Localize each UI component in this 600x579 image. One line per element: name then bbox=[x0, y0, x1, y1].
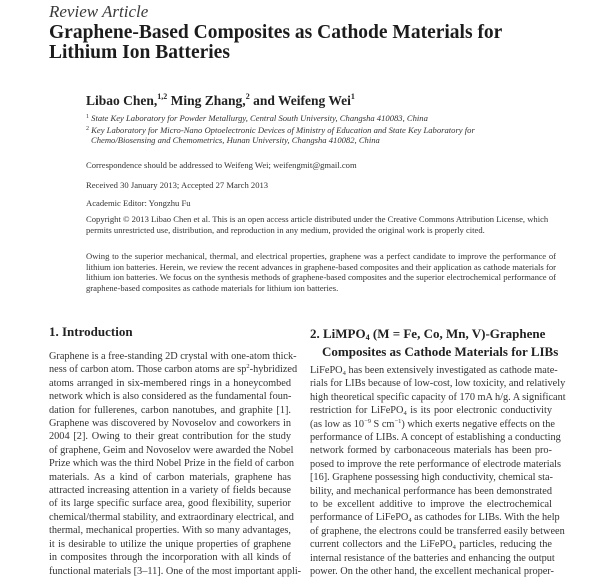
text-line: attracted increasing attention in a variety of fields because bbox=[49, 485, 291, 497]
subscript: 4 bbox=[408, 517, 412, 525]
text-line bbox=[310, 511, 560, 525]
text-line: of its large specific surface area, good flexibility, superior bbox=[49, 498, 291, 510]
text-line: posed to improve the rete performance of electrode materials bbox=[310, 458, 562, 470]
text-span: restriction for LiFePO bbox=[310, 405, 404, 417]
text-line: rials for LIBs because of low-cost, low toxicity, and relatively bbox=[310, 378, 566, 390]
text-line: it is desirable to utilize the unique properties of graphene bbox=[49, 538, 291, 550]
text-line: to be excellent additive to improve the electrochemical bbox=[310, 499, 552, 511]
text-line: network formed by carbonaceous materials has been pro- bbox=[310, 445, 552, 457]
text-line: power. On the other hand, the excellent mechanical proper- bbox=[310, 566, 554, 578]
text-line: 2004 [2]. Owing to their great contribution for the study bbox=[49, 431, 291, 443]
text-line bbox=[310, 538, 552, 551]
article-title: Graphene-Based Composites as Cathode Materials for Lithium Ion Batteries bbox=[49, 22, 502, 63]
subscript: 4 bbox=[452, 544, 456, 552]
affiliations bbox=[86, 112, 586, 146]
text-line: of graphene, the electrons could be transferred easily between bbox=[310, 525, 565, 537]
text-line: atoms arranged in six-membered rings in a honeycombed bbox=[49, 377, 291, 389]
text-line: of graphene, Geim and Novoselov were awarded the Nobel bbox=[49, 444, 294, 456]
author-name: Ming Zhang, bbox=[170, 93, 246, 108]
affil-number: 2 bbox=[86, 125, 89, 132]
text-line: materials. As a kind of carbon materials, graphene has bbox=[49, 471, 291, 483]
text-span: performance of LiFePO bbox=[310, 512, 409, 524]
text-line: performance of LIBs. A concept of establishing a conducting bbox=[310, 432, 561, 444]
abstract: Owing to the superior mechanical, thermal, and electrical properties, graphene was a perfect candidate to improve the performance of lithium ion batteries. Herein, we review the recent advances in graphene-based composites and their application as cathode materials for lithium ion batteries. We focus on the synthesis methods of graphene-based composites and the superior electrochemical performance of graphene-based composites as cathode materials for lithium ion batteries. bbox=[86, 251, 556, 293]
affil-number: 1 bbox=[86, 114, 89, 120]
dates: Received 30 January 2013; Accepted 27 March 2013 bbox=[86, 180, 269, 190]
author-name: Libao Chen, bbox=[86, 93, 158, 108]
author-list bbox=[86, 92, 355, 109]
affil-text: Key Laboratory for Micro-Nano Optoelectronic Devices of Ministry of Education and State Key Laboratory for bbox=[91, 124, 475, 135]
affil-text: State Key Laboratory for Powder Metallurgy, Central South University, Changsha 410083, China bbox=[91, 113, 428, 123]
text-span: is its poor electronic conductivity bbox=[406, 405, 553, 417]
text-line: network which is also considered as the fundamental foun- bbox=[49, 391, 292, 403]
text-line: functional materials [3–11]. One of the most important appli- bbox=[49, 565, 302, 577]
text-line: dation for fullerenes, carbon nanotubes, and graphite [1]. bbox=[49, 404, 291, 416]
text-line: in composites through the incorporation with all kinds of bbox=[49, 552, 291, 564]
text-line bbox=[310, 417, 556, 431]
text-line: Graphene was discovered by Novoselov and coworkers in bbox=[49, 418, 291, 430]
text-span: S cm bbox=[370, 418, 395, 430]
text-line: [16]. Graphene possessing high conductivity, chemical sta- bbox=[310, 472, 553, 484]
academic-editor: Academic Editor: Yongzhu Fu bbox=[86, 198, 191, 208]
heading-text: 2. LiMPO bbox=[310, 326, 366, 341]
author-affil-mark: 2 bbox=[245, 92, 250, 101]
subscript: 4 bbox=[403, 410, 407, 418]
article-type-label: Review Article bbox=[49, 2, 149, 21]
heading-text: (M = Fe, Co, Mn, V)-Graphene bbox=[369, 326, 546, 341]
section-heading-limpo4 bbox=[310, 327, 558, 359]
subscript: 4 bbox=[365, 333, 370, 342]
text-line: high theoretical specific capacity of 170 mA h/g. A significant bbox=[310, 391, 566, 403]
text-span: (as low as 10 bbox=[310, 418, 365, 430]
affiliation-2 bbox=[86, 124, 586, 136]
section-heading-introduction: 1. Introduction bbox=[49, 324, 133, 339]
text-line bbox=[310, 404, 552, 417]
text-span: ) which exerts negative effects on the bbox=[401, 418, 556, 430]
copyright-notice: Copyright © 2013 Libao Chen et al. This is an open access article distributed under the Creative Commons Attribution License, which permits unrestricted use, distribution, and reproduction in any medium, provided the original work is properly cited. bbox=[86, 214, 549, 235]
text-span: has been extensively investigated as cathode mate- bbox=[345, 365, 558, 376]
text-span: current collectors and the LiFePO bbox=[310, 539, 453, 551]
superscript: 2 bbox=[246, 363, 250, 371]
affiliation-1 bbox=[86, 112, 586, 124]
text-span: LiFePO bbox=[310, 365, 343, 376]
text-span: -hybridized bbox=[249, 364, 298, 376]
text-line: Graphene is a free-standing 2D crystal with one-atom thick- bbox=[49, 351, 297, 362]
correspondence: Correspondence should be addressed to Weifeng Wei; weifengmit@gmail.com bbox=[86, 160, 357, 170]
text-span: particles, reducing the bbox=[455, 539, 552, 551]
text-line bbox=[49, 363, 298, 376]
author-affil-mark: 1 bbox=[350, 92, 355, 101]
text-line: thermal, mechanical properties. With so many advantages, bbox=[49, 525, 291, 537]
superscript: −1 bbox=[394, 417, 402, 425]
text-span: ness of carbon atom. Those carbon atoms are sp bbox=[49, 364, 247, 376]
introduction-body bbox=[49, 350, 302, 578]
author-affil-mark: 1,2 bbox=[157, 92, 168, 101]
author-name: and Weifeng Wei bbox=[253, 93, 351, 108]
text-line: internal resistance of the batteries and enhancing the output bbox=[310, 552, 555, 564]
text-span: as cathodes for LIBs. With the help bbox=[411, 512, 560, 524]
subscript: 4 bbox=[342, 370, 346, 377]
text-line: Prize which was the third Nobel Prize in the field of carbon bbox=[49, 458, 295, 470]
text-line: chemical/thermal stability, and extraordinary electrical, and bbox=[49, 511, 294, 523]
affiliation-2-cont: Chemo/Biosensing and Chemometrics, Hunan University, Changsha 410082, China bbox=[91, 135, 380, 145]
text-line: bility, and mechanical performance has been demonstrated bbox=[310, 485, 552, 497]
text-line bbox=[310, 364, 558, 377]
heading-text: Composites as Cathode Materials for LIBs bbox=[322, 344, 559, 359]
limpo4-body bbox=[310, 364, 566, 579]
superscript: −9 bbox=[364, 417, 371, 425]
